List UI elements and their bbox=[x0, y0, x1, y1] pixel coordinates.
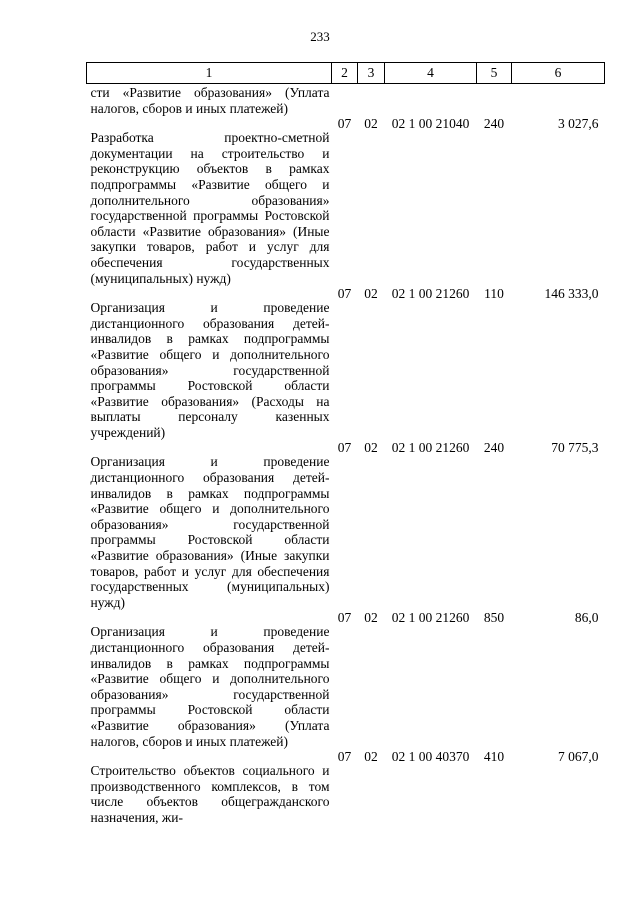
row-section-code: 07 bbox=[337, 116, 352, 132]
row-section-code: 07 bbox=[337, 440, 352, 456]
page-number: 233 bbox=[310, 29, 330, 44]
table-row bbox=[87, 116, 605, 286]
row-expense-type-code: 110 bbox=[484, 286, 504, 302]
table-row-continuation bbox=[87, 84, 605, 117]
row-expense-type-code: 240 bbox=[483, 116, 505, 132]
header-col-6: 6 bbox=[512, 63, 605, 84]
table-row bbox=[87, 286, 605, 440]
row-section-code: 07 bbox=[337, 610, 352, 626]
row-target-article-code: 02 1 00 21260 bbox=[391, 610, 470, 626]
row-description: сти «Развитие образования» (Уплата налогов, сборов и иных платежей) bbox=[90, 85, 330, 116]
row-amount: 146 333,0 bbox=[544, 286, 599, 302]
row-amount: 70 775,3 bbox=[551, 440, 599, 456]
row-target-article-code: 02 1 00 40370 bbox=[391, 749, 470, 765]
row-description: Организация и проведение дистанционного образования детей-инвалидов в рамках подпрограммы «Развитие общего и дополнительного образования» государственной программы Ростовской области «Развитие образования» (Расходы на выплаты персоналу казенных учреждений) bbox=[90, 300, 330, 440]
row-target-article-code: 02 1 00 21040 bbox=[391, 116, 470, 132]
row-expense-type-code: 240 bbox=[483, 440, 505, 456]
header-col-3: 3 bbox=[358, 63, 385, 84]
row-target-article-code: 02 1 00 21260 bbox=[391, 286, 470, 302]
table-row bbox=[87, 440, 605, 610]
row-description: Организация и проведение дистанционного образования детей-инвалидов в рамках подпрограммы «Развитие общего и дополнительного образования» государственной программы Ростовской области «Развитие образования» (Уплата налогов, сборов и иных платежей) bbox=[90, 624, 330, 749]
table-row bbox=[87, 610, 605, 749]
row-description: Организация и проведение дистанционного образования детей-инвалидов в рамках подпрограммы «Развитие общего и дополнительного образования» государственной программы Ростовской области «Развитие образования» (Иные закупки товаров, работ и услуг для обеспечения государственных (муниципальных) нужд) bbox=[90, 454, 330, 610]
header-col-1: 1 bbox=[87, 63, 332, 84]
header-col-4: 4 bbox=[385, 63, 477, 84]
row-expense-type-code: 850 bbox=[483, 610, 505, 626]
row-section-code: 07 bbox=[337, 749, 352, 765]
row-target-article-code: 02 1 00 21260 bbox=[391, 440, 470, 456]
row-description: Строительство объектов социального и производственного комплексов, в том числе объектов общегражданского назначения, жи- bbox=[90, 763, 330, 825]
column-number-header-row bbox=[87, 63, 605, 84]
row-subsection-code: 02 bbox=[364, 610, 378, 626]
row-subsection-code: 02 bbox=[364, 286, 378, 302]
header-col-2: 2 bbox=[332, 63, 358, 84]
row-amount: 86,0 bbox=[574, 610, 599, 626]
table-row bbox=[87, 749, 605, 825]
row-description: Разработка проектно-сметной документации на строительство и реконструкцию объектов в рамках подпрограммы «Развитие общего и дополнительного образования» государственной программы Ростовской области «Развитие образования» (Иные закупки товаров, работ и услуг для обеспечения государственных (муниципальных) нужд) bbox=[90, 130, 330, 286]
row-subsection-code: 02 bbox=[364, 749, 378, 765]
row-amount: 7 067,0 bbox=[558, 749, 599, 765]
header-col-5: 5 bbox=[477, 63, 512, 84]
budget-table bbox=[86, 62, 605, 826]
row-section-code: 07 bbox=[337, 286, 352, 302]
row-amount: 3 027,6 bbox=[558, 116, 599, 132]
row-expense-type-code: 410 bbox=[483, 749, 505, 765]
row-subsection-code: 02 bbox=[364, 440, 378, 456]
row-subsection-code: 02 bbox=[364, 116, 378, 132]
